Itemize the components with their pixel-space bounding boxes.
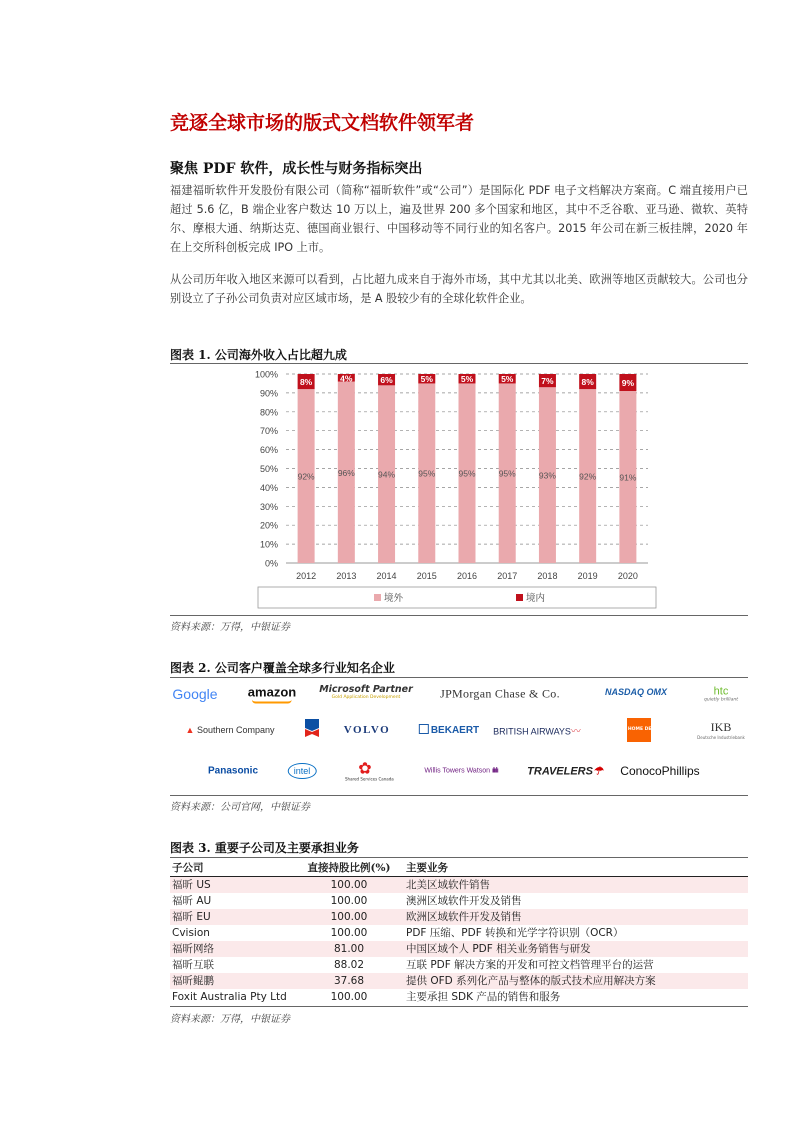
table-row <box>170 989 748 1005</box>
umbrella-icon: ☂ <box>592 765 603 778</box>
data-label: 7% <box>541 376 554 387</box>
cell-ownership: 100.00 <box>330 927 368 939</box>
cell-subsidiary: 福昕网络 <box>170 941 302 957</box>
willis-towers-watson-logo: Willis Towers Watson ılıılı <box>424 767 498 775</box>
figure2-bottom-rule <box>170 795 748 796</box>
amazon-logo: amazon <box>248 685 296 704</box>
cell-ownership: 100.00 <box>330 895 368 907</box>
data-label: 94% <box>378 469 396 480</box>
wtw-mark-icon: ılıılı <box>492 767 498 775</box>
cell-business: 主要承担 SDK 产品的销售和服务 <box>406 991 561 1003</box>
maple-leaf-icon: ✿ <box>358 758 372 778</box>
col-business: 主要业务 <box>396 860 748 877</box>
y-tick-label: 90% <box>259 388 278 399</box>
y-tick-label: 60% <box>259 445 278 456</box>
figure1-bottom-rule <box>170 615 748 616</box>
figure3-title: 图表 3. 重要子公司及主要承担业务 <box>170 841 359 855</box>
x-tick-label: 2019 <box>577 571 598 581</box>
table-row <box>170 877 748 894</box>
y-tick-label: 30% <box>259 501 278 512</box>
triangle-icon: ▲ <box>185 725 195 735</box>
cell-business: 欧洲区域软件开发及销售 <box>396 909 748 925</box>
figure1-rule <box>170 363 748 364</box>
cell-subsidiary: Foxit Australia Pty Ltd <box>172 991 287 1003</box>
cell-business: PDF 压缩、PDF 转换和光学字符识别（OCR） <box>406 927 624 939</box>
canada-logo: ✿ Shared Services Canada <box>345 758 394 782</box>
nasdaq-logo: NASDAQ OMX <box>604 687 668 697</box>
data-label: 6% <box>380 375 393 386</box>
ikb-logo: IKB Deutsche Industriebank <box>697 720 745 740</box>
cell-ownership: 100.00 <box>302 909 396 925</box>
figure2-source: 资料来源：公司官网，中银证券 <box>170 802 310 813</box>
figure3-bottom-rule <box>170 1006 748 1007</box>
y-tick-label: 50% <box>259 464 278 474</box>
y-tick-label: 40% <box>259 482 278 493</box>
x-tick-label: 2013 <box>336 571 357 581</box>
x-tick-label: 2012 <box>296 571 317 581</box>
y-tick-label: 20% <box>259 520 278 531</box>
intro-paragraph: 福建福昕软件开发股份有限公司（简称“福昕软件”或“公司”）是国际化 PDF 电子文档解决方案商。C 端直接用户已超过 5.6 亿，B 端企业客户数达 10 万以上，遍及世界 200 多个国家和地区，其中不乏谷歌、亚马逊、微软、英特尔、摩根大通、纳斯达克、德国商业银行、中国移动等不同行业的知名客户。2015 年公司在新三板挂牌，2020 年在上交所科创板完成 IPO 上市。 <box>170 184 748 254</box>
cell-subsidiary: 福昕 AU <box>172 895 212 907</box>
cell-ownership: 88.02 <box>333 959 365 971</box>
microsoft-partner-logo: Microsoft Partner Gold Application Development <box>319 684 413 700</box>
volvo-logo: VOLVO <box>343 724 391 736</box>
section-heading: 聚焦 PDF 软件，成长性与财务指标突出 <box>170 161 423 177</box>
cell-ownership: 81.00 <box>302 941 396 957</box>
y-tick-label: 80% <box>259 407 278 418</box>
cell-business: 北美区域软件销售 <box>396 877 748 894</box>
cell-subsidiary: 福昕 US <box>170 877 302 894</box>
cell-business: 提供 OFD 系列化产品与整体的版式技术应用解决方案 <box>396 973 748 989</box>
data-label: 8% <box>581 377 594 388</box>
x-tick-label: 2016 <box>456 571 478 581</box>
htc-logo: htc quietly brilliant <box>704 685 738 703</box>
legend-label: 境外 <box>384 593 404 604</box>
cell-ownership: 37.68 <box>302 973 396 989</box>
cell-ownership: 100.00 <box>302 877 396 894</box>
cell-business: 澳洲区域软件开发及销售 <box>406 895 522 907</box>
y-tick-label: 70% <box>259 426 278 437</box>
cell-subsidiary: 福昕互联 <box>172 959 214 971</box>
data-label: 96% <box>337 467 355 478</box>
chevron-icon <box>304 718 320 738</box>
data-label: 93% <box>538 470 556 481</box>
panasonic-logo: Panasonic <box>207 765 259 777</box>
legend-label: 境内 <box>526 593 546 604</box>
x-tick-label: 2017 <box>497 571 518 581</box>
col-subsidiary: 子公司 <box>170 860 302 877</box>
home-depot-logo: THE HOME DEPOT <box>627 718 651 742</box>
table-row <box>170 941 748 957</box>
figure1-title: 图表 1. 公司海外收入占比超九成 <box>170 348 347 362</box>
figure2-rule <box>170 677 748 678</box>
table-row <box>170 909 748 925</box>
table-header-row <box>170 860 748 877</box>
cell-business: 中国区域个人 PDF 相关业务销售与研发 <box>396 941 748 957</box>
data-label: 4% <box>340 373 353 384</box>
cell-subsidiary: 福昕 EU <box>170 909 302 925</box>
subsidiaries-table <box>170 860 748 1005</box>
southern-company-logo: ▲ Southern Company <box>185 725 275 735</box>
revenue-region-chart <box>170 365 748 615</box>
bekaert-square-icon <box>419 724 429 734</box>
legend-box <box>258 587 656 608</box>
figure1-source: 资料来源：万得，中银证券 <box>170 622 290 633</box>
page-title: 竞逐全球市场的版式文档软件领军者 <box>170 112 475 134</box>
data-label: 95% <box>418 468 436 479</box>
data-label: 5% <box>501 374 514 385</box>
x-tick-label: 2014 <box>376 571 397 581</box>
cell-business: 互联 PDF 解决方案的开发和可控文档管理平台的运营 <box>406 959 654 971</box>
conocophillips-logo: ConocoPhillips <box>620 764 700 778</box>
y-tick-label: 0% <box>264 558 278 569</box>
chevron-logo <box>304 718 320 742</box>
x-tick-label: 2015 <box>416 571 437 581</box>
table-row <box>170 925 748 941</box>
cell-ownership: 100.00 <box>330 991 368 1003</box>
data-label: 8% <box>299 377 313 388</box>
figure3-rule <box>170 857 748 858</box>
client-logo-wall <box>170 679 748 793</box>
intel-logo: intel <box>288 763 317 779</box>
figure3-source: 资料来源：万得，中银证券 <box>170 1014 290 1025</box>
table-row <box>170 957 748 973</box>
data-label: 5% <box>420 374 433 385</box>
cell-subsidiary: 福昕鲲鹏 <box>170 973 302 989</box>
data-label: 95% <box>458 468 476 479</box>
data-label: 91% <box>619 472 637 483</box>
travelers-logo: TRAVELERS☂ <box>527 765 603 778</box>
table-row <box>170 973 748 989</box>
x-tick-label: 2018 <box>537 571 558 581</box>
google-logo: Google <box>172 686 218 702</box>
bekaert-logo: BEKAERT <box>419 724 479 736</box>
y-tick-label: 100% <box>254 369 278 380</box>
legend-swatch <box>516 594 523 601</box>
x-tick-label: 2020 <box>617 571 638 581</box>
figure2-title: 图表 2. 公司客户覆盖全球多行业知名企业 <box>170 661 395 675</box>
y-tick-label: 10% <box>259 539 278 550</box>
legend-swatch <box>374 594 381 601</box>
data-label: 92% <box>579 471 597 482</box>
col-ownership: 直接持股比例(%) <box>302 860 396 877</box>
data-label: 95% <box>498 468 516 479</box>
british-airways-logo: BRITISH AIRWAYS〰 <box>493 726 581 738</box>
speedmarque-icon: 〰 <box>570 726 581 738</box>
data-label: 9% <box>621 378 635 389</box>
cell-subsidiary: Cvision <box>172 927 210 939</box>
table-row <box>170 893 748 909</box>
data-label: 5% <box>460 374 474 385</box>
jpmorgan-logo: JPMorgan Chase & Co. <box>440 686 560 701</box>
region-paragraph: 从公司历年收入地区来源可以看到，占比超九成来自于海外市场，其中尤其以北美、欧洲等地区贡献较大。公司也分别设立了子孙公司负责对应区域市场，是 A 股较少有的全球化软件企业。 <box>170 273 748 305</box>
amazon-smile-icon <box>252 700 292 704</box>
data-label: 92% <box>297 471 315 482</box>
